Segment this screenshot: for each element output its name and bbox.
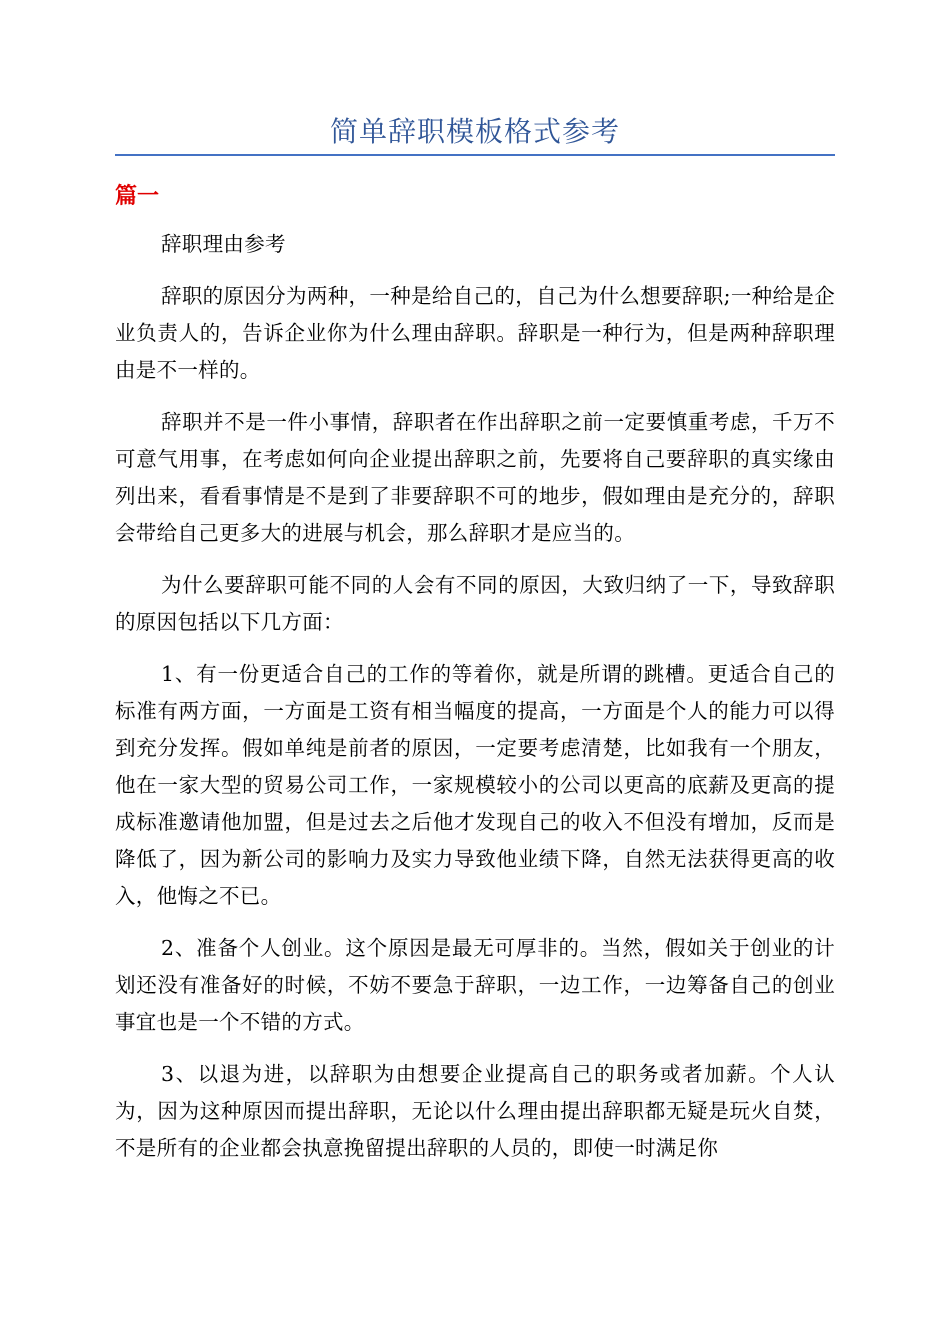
paragraph: 辞职的原因分为两种，一种是给自己的，自己为什么想要辞职;一种给是企业负责人的，告诉企业你为什么理由辞职。辞职是一种行为，但是两种辞职理由是不一样的。: [115, 284, 835, 382]
section-heading: 篇一: [115, 184, 160, 209]
paragraph: 1、有一份更适合自己的工作的等着你，就是所谓的跳槽。更适合自己的标准有两方面，一方面是工资有相当幅度的提高，一方面是个人的能力可以得到充分发挥。假如单纯是前者的原因，一定要考虑清楚，比如我有一个朋友，他在一家大型的贸易公司工作，一家规模较小的公司以更高的底薪及更高的提成标准邀请他加盟，但是过去之后他才发现自己的收入不但没有增加，反而是降低了，因为新公司的影响力及实力导致他业绩下降，自然无法获得更高的收入，他悔之不已。: [115, 662, 835, 908]
paragraph: 为什么要辞职可能不同的人会有不同的原因，大致归纳了一下，导致辞职的原因包括以下几方面：: [115, 573, 835, 634]
document-page: [115, 100, 835, 1167]
title-underline: [115, 154, 835, 156]
paragraph: 2、准备个人创业。这个原因是最无可厚非的。当然，假如关于创业的计划还没有准备好的时候，不妨不要急于辞职，一边工作，一边筹备自己的创业事宜也是一个不错的方式。: [115, 936, 835, 1034]
paragraph: 辞职并不是一件小事情，辞职者在作出辞职之前一定要慎重考虑，千万不可意气用事，在考虑如何向企业提出辞职之前，先要将自己要辞职的真实缘由列出来，看看事情是不是到了非要辞职不可的地步，假如理由是充分的，辞职会带给自己更多大的进展与机会，那么辞职才是应当的。: [115, 410, 835, 545]
paragraph-subheading: 辞职理由参考: [161, 232, 286, 256]
paragraph: 3、以退为进，以辞职为由想要企业提高自己的职务或者加薪。个人认为，因为这种原因而提出辞职，无论以什么理由提出辞职都无疑是玩火自焚，不是所有的企业都会执意挽留提出辞职的人员的，即使一时满足你: [115, 1062, 835, 1160]
document-title: 简单辞职模板格式参考: [329, 115, 620, 148]
